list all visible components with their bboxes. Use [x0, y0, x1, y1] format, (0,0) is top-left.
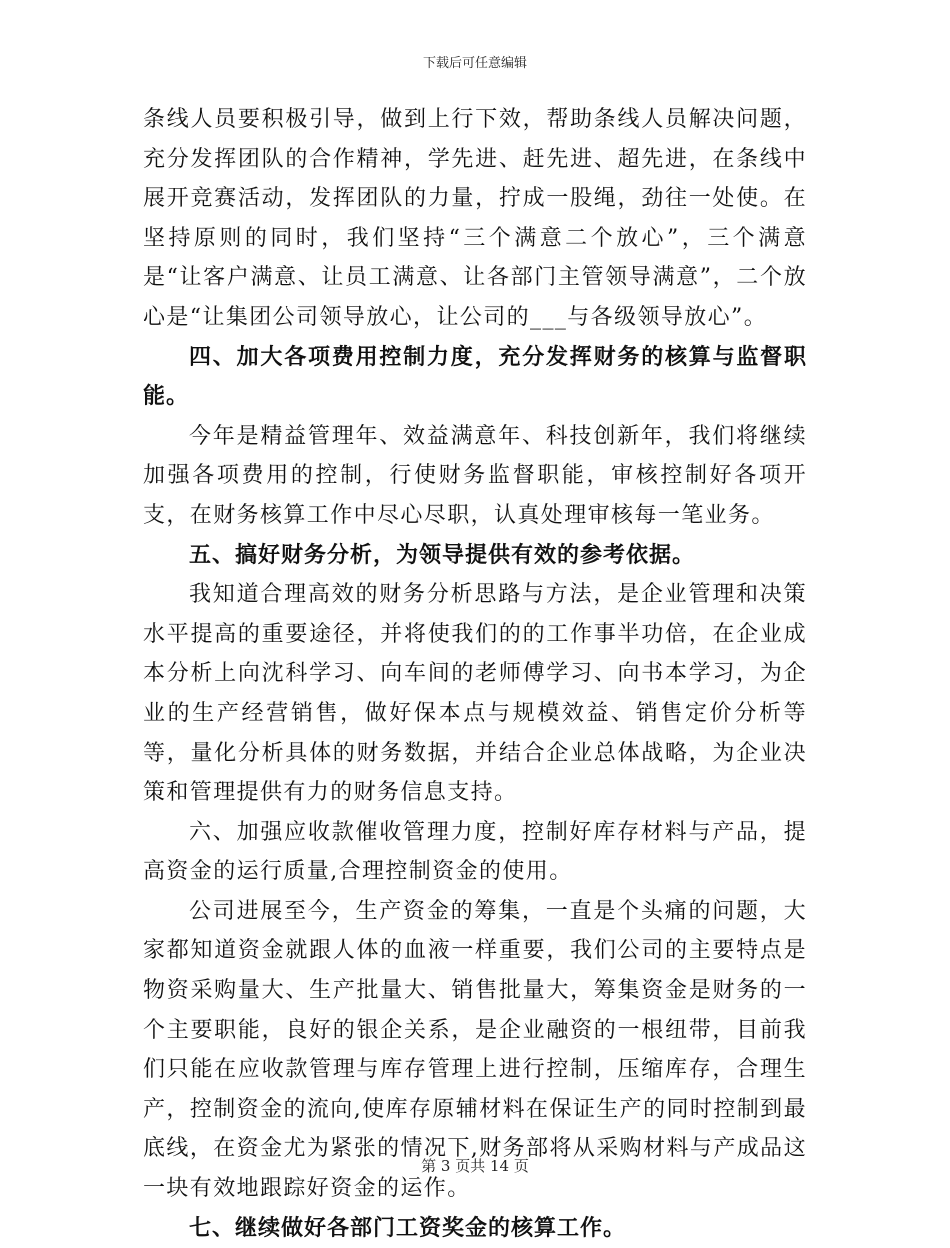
- section-heading: 七、继续做好各部门工资奖金的核算工作。: [189, 1214, 627, 1241]
- section-heading: 四、加大各项费用控制力度，充分发挥财务的核算与监督职能。: [143, 343, 807, 410]
- page-header: 下载后可任意编辑: [422, 56, 527, 71]
- body-paragraph: 条线人员要积极引导，做到上行下效，帮助条线人员解决问题，充分发挥团队的合作精神，学先进、赶先进、超先进，在条线中展开竞赛活动，发挥团队的力量，拧成一股绳，劲往一处使。在坚持原则的同时，我们坚持“三个满意二个放心”，三个满意是“让客户满意、让员工满意、让各部门主管领导满意”，二个放心是“让集团公司领导放心，让公司的___与各级领导放心”。: [143, 107, 807, 330]
- body-paragraph: 今年是精益管理年、效益满意年、科技创新年，我们将继续加强各项费用的控制，行使财务监督职能，审核控制好各项开支，在财务核算工作中尽心尽职，认真处理审核每一笔业务。: [143, 423, 807, 528]
- body-paragraph: 公司进展至今，生产资金的筹集，一直是个头痛的问题，大家都知道资金就跟人体的血液一样重要，我们公司的主要特点是物资采购量大、生产批量大、销售批量大，筹集资金是财务的一个主要职能，良好的银企关系，是企业融资的一根纽带，目前我们只能在应收款管理与库存管理上进行控制，压缩库存，合理生产，控制资金的流向,使库存原辅材料在保证生产的同时控制到最底线，在资金尤为紧张的情况下,财务部将从采购材料与产成品这一块有效地跟踪好资金的运作。: [143, 898, 807, 1202]
- page-number: 第 3 页共 14 页: [421, 1157, 529, 1175]
- section-heading: 五、搞好财务分析，为领导提供有效的参考依据。: [189, 541, 696, 568]
- document-body: [143, 100, 807, 1248]
- section-paragraph: 六、加强应收款催收管理力度，控制好库存材料与产品，提高资金的运行质量,合理控制资金的使用。: [143, 819, 807, 885]
- body-paragraph: 我知道合理高效的财务分析思路与方法，是企业管理和决策水平提高的重要途径，并将使我们的的工作事半功倍，在企业成本分析上向沈科学习、向车间的老师傅学习、向书本学习，为企业的生产经营销售，做好保本点与规模效益、销售定价分析等等，量化分析具体的财务数据，并结合企业总体战略，为企业决策和管理提供有力的财务信息支持。: [143, 582, 807, 806]
